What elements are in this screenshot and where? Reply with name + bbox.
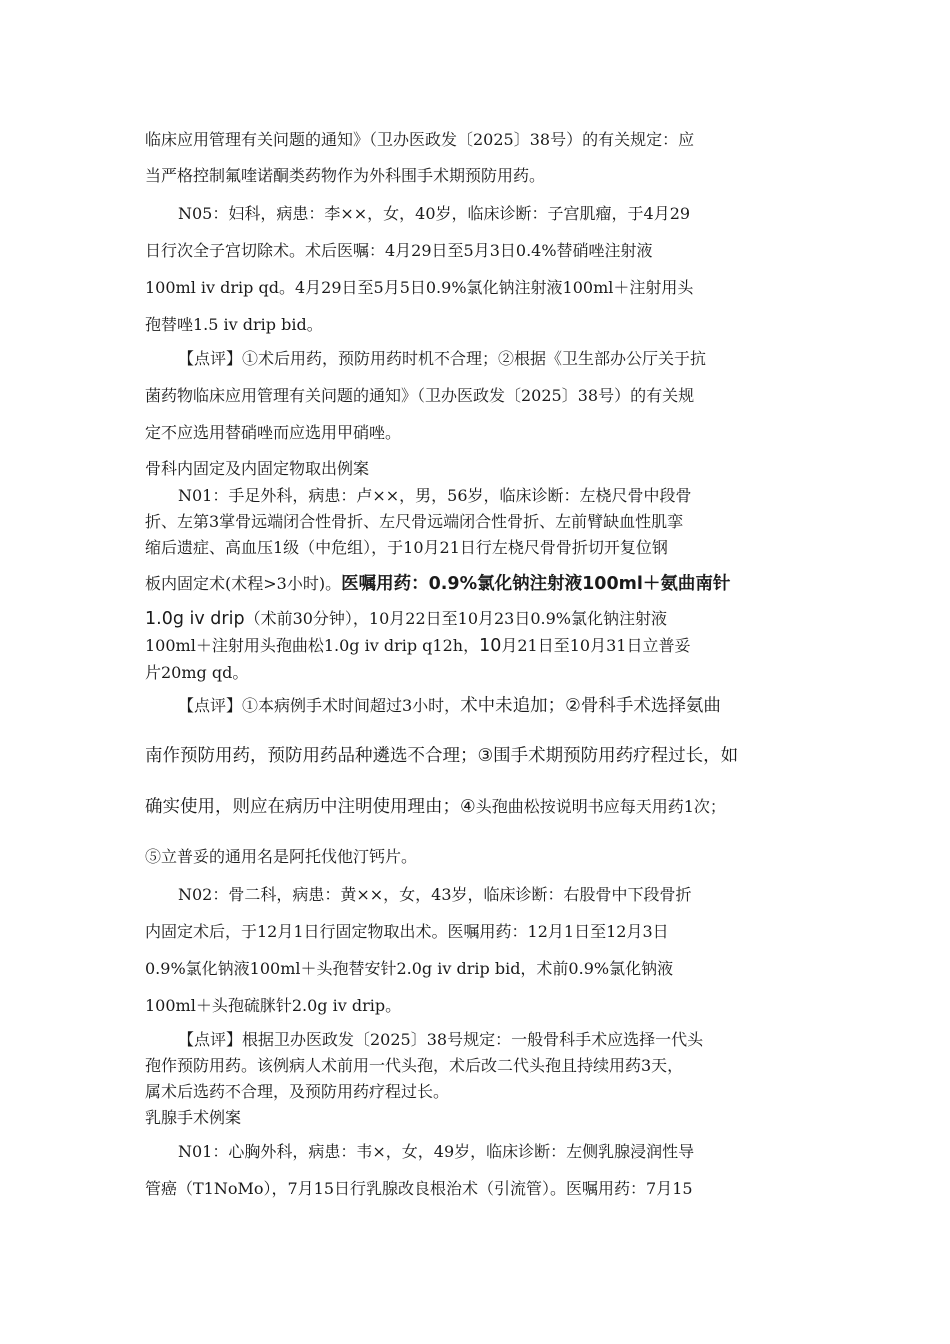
case-n01-line: 片20mg qd。 <box>145 663 249 682</box>
case-n01-line: 缩后遗症、高血压1级（中危组），于10月21日行左桡尺骨骨折切开复位钢 <box>145 538 668 557</box>
paragraph-line: 临床应用管理有关问题的通知》（卫办医政发〔2025〕38号）的有关规定：应 <box>145 130 695 149</box>
dose-text: 1.0g iv drip <box>145 609 245 629</box>
line-segment: 确实使用，则应在病历中注明使用理由；④ <box>145 797 476 817</box>
line-segment: 月21日至10月31日立普妥 <box>501 636 691 655</box>
review-line: 属术后选药不合理，及预防用药疗程过长。 <box>145 1082 450 1101</box>
line-segment: 10 <box>479 636 502 656</box>
line-segment: 术中未追加；②骨科手术选择氨曲 <box>460 696 721 716</box>
case-n01-line <box>145 609 667 629</box>
review-line: 菌药物临床应用管理有关问题的通知》（卫办医政发〔2025〕38号）的有关规 <box>145 386 695 405</box>
review-line: 孢作预防用药。该例病人术前用一代头孢，术后改二代头孢且持续用药3天， <box>145 1056 684 1075</box>
case-n05-line: 100ml iv drip qd。4月29日至5月5日0.9%氯化钠注射液100ml＋注射用头 <box>145 278 694 297</box>
case-n01-line <box>145 574 730 594</box>
case-breast-n01-line: N01：心胸外科，病患：韦×，女，49岁，临床诊断：左侧乳腺浸润性导 <box>178 1142 695 1161</box>
line-segment: 头孢曲松按说明书应每天用药1次； <box>475 797 726 816</box>
case-n01-line: N01：手足外科，病患：卢××，男，56岁，临床诊断：左桡尺骨中段骨 <box>178 486 692 505</box>
review-line: 定不应选用替硝唑而应选用甲硝唑。 <box>145 423 402 442</box>
case-breast-n01-line: 管癌（T1NoMo），7月15日行乳腺改良根治术（引流管）。医嘱用药：7月15 <box>145 1179 693 1198</box>
line-segment: 板内固定术(术程>3小时)。 <box>145 574 342 593</box>
medication-label: 医嘱用药：0.9%氯化钠注射液100ml＋氨曲南针 <box>341 574 731 594</box>
review-line: ⑤立普妥的通用名是阿托伐他汀钙片。 <box>145 847 418 866</box>
review-line <box>145 797 726 817</box>
case-n01-line <box>145 636 690 656</box>
line-segment: 100ml＋注射用头孢曲松1.0g iv drip q12h， <box>145 636 480 655</box>
section-heading-orthopedic: 骨科内固定及内固定物取出例案 <box>145 459 370 478</box>
review-line <box>178 696 721 716</box>
paragraph-line: 当严格控制氟喹诺酮类药物作为外科围手术期预防用药。 <box>145 166 546 185</box>
case-n02-line: 100ml＋头孢硫脒针2.0g iv drip。 <box>145 996 402 1015</box>
case-n02-line: 0.9%氯化钠液100ml＋头孢替安针2.0g iv drip bid，术前0.9%氯化钠液 <box>145 959 674 978</box>
review-line: 【点评】根据卫办医政发〔2025〕38号规定：一般骨科手术应选择一代头 <box>178 1030 704 1049</box>
line-segment: 【点评】①本病例手术时间超过3小时， <box>178 696 461 715</box>
case-n05-line: N05：妇科，病患：李××，女，40岁，临床诊断：子宫肌瘤，于4月29 <box>178 204 691 223</box>
review-line: 【点评】①术后用药，预防用药时机不合理；②根据《卫生部办公厅关于抗 <box>178 349 707 368</box>
case-n01-line: 折、左第3掌骨远端闭合性骨折、左尺骨远端闭合性骨折、左前臂缺血性肌挛 <box>145 512 684 531</box>
case-n05-line: 孢替唑1.5 iv drip bid。 <box>145 315 323 334</box>
case-n02-line: 内固定术后，于12月1日行固定物取出术。医嘱用药：12月1日至12月3日 <box>145 922 669 941</box>
case-n02-line: N02：骨二科，病患：黄××，女，43岁，临床诊断：右股骨中下段骨折 <box>178 885 692 904</box>
section-heading-breast: 乳腺手术例案 <box>145 1108 242 1127</box>
review-line: 南作预防用药，预防用药品种遴选不合理；③围手术期预防用药疗程过长，如 <box>145 746 739 766</box>
case-n05-line: 日行次全子宫切除术。术后医嘱：4月29日至5月3日0.4%替硝唑注射液 <box>145 241 653 260</box>
line-segment: （术前30分钟），10月22日至10月23日0.9%氯化钠注射液 <box>244 609 668 628</box>
